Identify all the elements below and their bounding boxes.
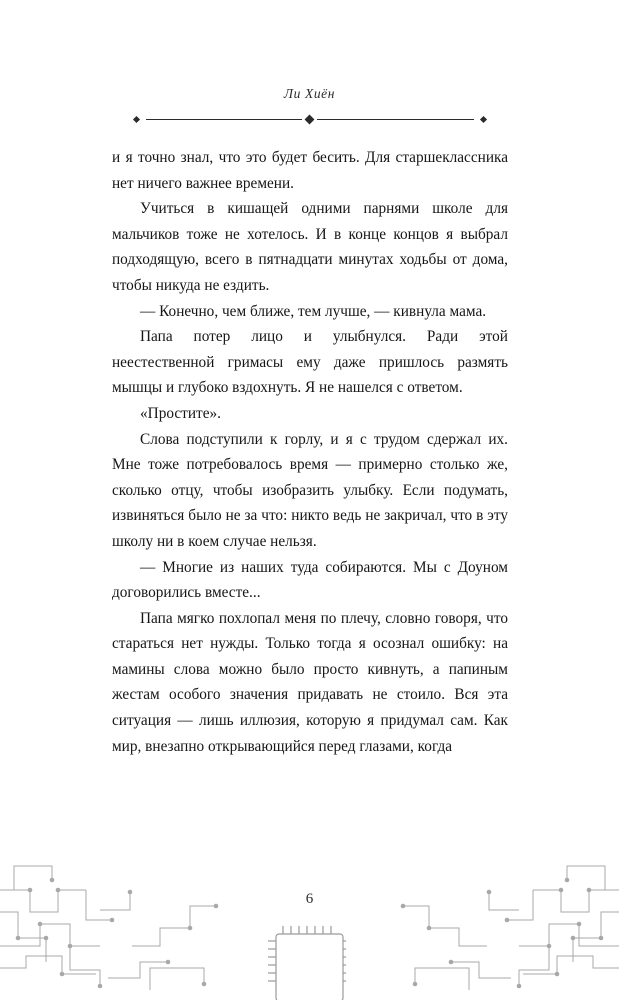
ornament-center [280, 116, 339, 123]
ornament-bar-left [280, 119, 302, 120]
ornament-bar-right [317, 119, 339, 120]
paragraph: — Многие из наших туда собираются. Мы с Доуном договорились вместе... [112, 558, 508, 602]
body-text [112, 145, 508, 759]
page-number: 6 [305, 891, 314, 907]
running-head: Ли Хиён [283, 86, 336, 101]
paragraph: Папа мягко похлопал меня по плечу, словно говоря, что стараться нет нужды. Только тогда я осознал ошибку: на мамины слова можно было просто кивнуть, а папиным жестам особого значения придавать не стоило. Вся эта ситуация — лишь иллюзия, которую я придумал сам. Как мир, внезапно открывающийся перед глазами, когда [112, 609, 508, 755]
paragraph: — Конечно, чем ближе, тем лучше, — кивнула мама. [140, 302, 487, 320]
diamond-dot-center-icon [305, 114, 315, 124]
paragraph: Учиться в кишащей одними парнями школе для мальчиков тоже не хотелось. И в конце концов я выбрал подходящую, всего в пятнадцати минутах ходьбы от дома, чтобы никуда не ездить. [112, 200, 508, 294]
paragraph: Папа потер лицо и улыбнулся. Ради этой неестественной гримасы ему даже пришлось размять мышцы и глубоко вздохнуть. Я не нашелся с ответом. [112, 328, 508, 397]
circuit-pattern-icon [0, 850, 619, 1000]
footer-circuit-decoration [0, 850, 619, 1000]
ornament-divider [134, 112, 486, 126]
chip-body-icon [276, 934, 343, 1000]
paragraph: «Простите». [140, 404, 221, 422]
diamond-dot-right-icon [479, 115, 486, 122]
paragraph: и я точно знал, что это будет бесить. Для старшеклассника нет ничего важнее времени. [112, 149, 508, 192]
diamond-dot-left-icon [132, 115, 139, 122]
ornament-line-right [339, 119, 474, 120]
ornament-line-left [146, 119, 281, 120]
paragraph: Слова подступили к горлу, и я с трудом сдержал их. Мне тоже потребовалось время — примерно столько же, сколько отцу, чтобы изобразить улыбку. Если подумать, извиняться было не за что: никто ведь не закричал, что в эту школу ни в коем случае нельзя. [112, 430, 508, 550]
